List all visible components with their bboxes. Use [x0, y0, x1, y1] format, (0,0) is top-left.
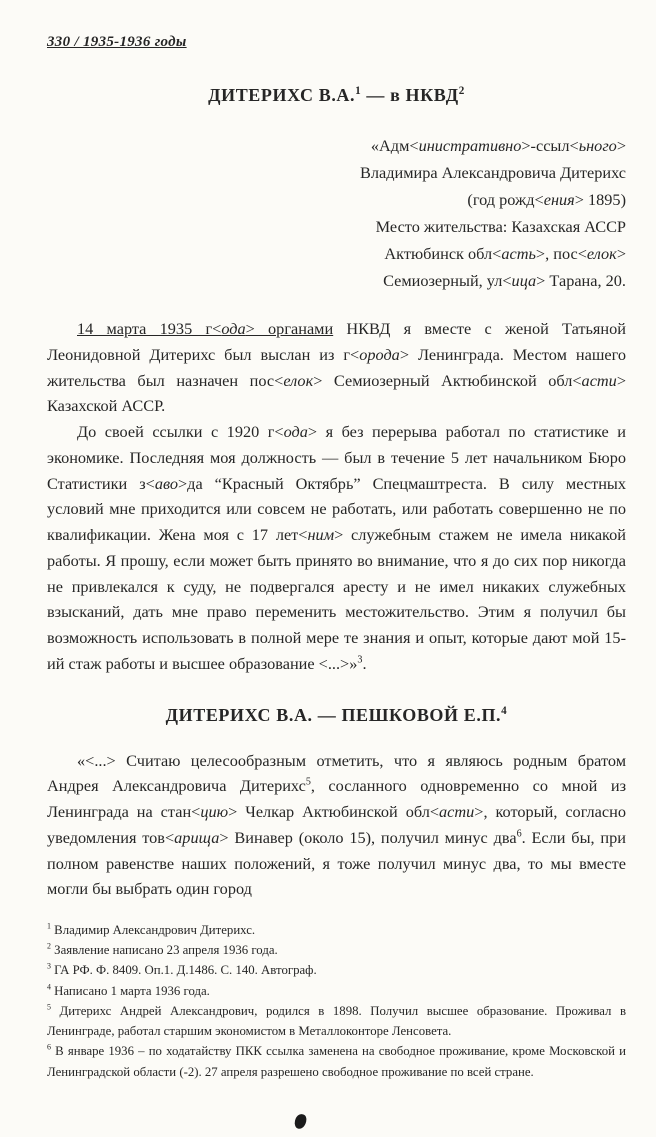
address-block [47, 132, 626, 294]
address-line: Место жительства: Казахская АССР [375, 217, 626, 237]
body-paragraph: До своей ссылки с 1920 г<ода> я без перерыва работал по статистике и экономике. Последняя моя должность — был в течение 5 лет начальником Бюро Статистики з<аво>да “Красный Октябрь” Спецмаштреста. В силу местных условий мне приходится или совсем не работать, или работать совершенно не по квалификации. Жена моя с 17 лет<ним> служебным стажем не имела никакой работы. Я прошу, если может быть принято во внимание, что я до сих пор никогда не привлекался к суду, не подвергался аресту и не имел никаких служебных взысканий, дать мне право переменить местожительство. Этим я получил бы возможность использовать в полной мере те знания и опыт, которые дают мой 15-ий стаж работы и высшее образование <...>»$^3$. [47, 422, 626, 673]
scan-smudge-artifact [293, 1113, 307, 1130]
footnote: $^6$ В январе 1936 – по ходатайству ПКК ссылка заменена на свободное проживание, кроме Московской и Ленинградской области (-2). 27 апреля разрешено свободное проживание по всей стране. [47, 1043, 626, 1079]
footnotes-section [47, 920, 626, 1082]
address-line: Актюбинск обл<асть>, пос<елок> [384, 244, 626, 264]
address-line: (год рожд<ения> 1895) [467, 190, 626, 210]
footnote: $^1$ Владимир Александрович Дитерихс. [47, 921, 256, 937]
body-paragraph: 14 марта 1935 г<ода> органами НКВД я вместе с женой Татьяной Леонидовной Дитерихс был выслан из г<орода> Ленинграда. Местом нашего жительства был назначен пос<елок> Семиозерный Актюбинской обл<асти> Казахской АССР. [47, 319, 626, 416]
body-paragraph: «<...> Считаю целесообразным отметить, что я являюсь родным братом Андрея Александровича Дитерихс$^5$, сосланного одновременно со мной из Ленинграда на стан<цию> Челкар Актюбинской обл<асти>, который, согласно уведомления тов<арища> Винавер (около 15), получил минус два$^6$. Если бы, при полном равенстве наших положений, я тоже получил минус два, то мы вместе могли бы выбрать один город [47, 750, 627, 899]
footnote: $^3$ ГА РФ. Ф. 8409. Оп.1. Д.1486. С. 140. Автограф. [47, 962, 317, 978]
page-header: 330 / 1935-1936 годы [47, 34, 187, 50]
address-line: «Адм<инистративно>-ссыл<ьного> [370, 136, 626, 155]
document-title-nkvd: ДИТЕРИХС В.А.$^1$ — в НКВД$^2$ [208, 85, 465, 105]
address-line: Семиозерный, ул<ица> Тарана, 20. [383, 271, 626, 291]
address-line: Владимира Александровича Дитерихс [359, 163, 626, 183]
footnote: $^4$ Написано 1 марта 1936 года. [47, 982, 210, 998]
document-title-peshkova: ДИТЕРИХС В.А. — ПЕШКОВОЙ Е.П.$^4$ [165, 704, 508, 725]
footnote: $^2$ Заявление написано 23 апреля 1936 года. [47, 941, 278, 958]
footnote: $^5$ Дитерихс Андрей Александрович, родился в 1898. Получил высшее образование. Проживал в Ленинграде, работал старшим экономистом в Металлоконторе Ленсовета. [47, 1002, 626, 1039]
